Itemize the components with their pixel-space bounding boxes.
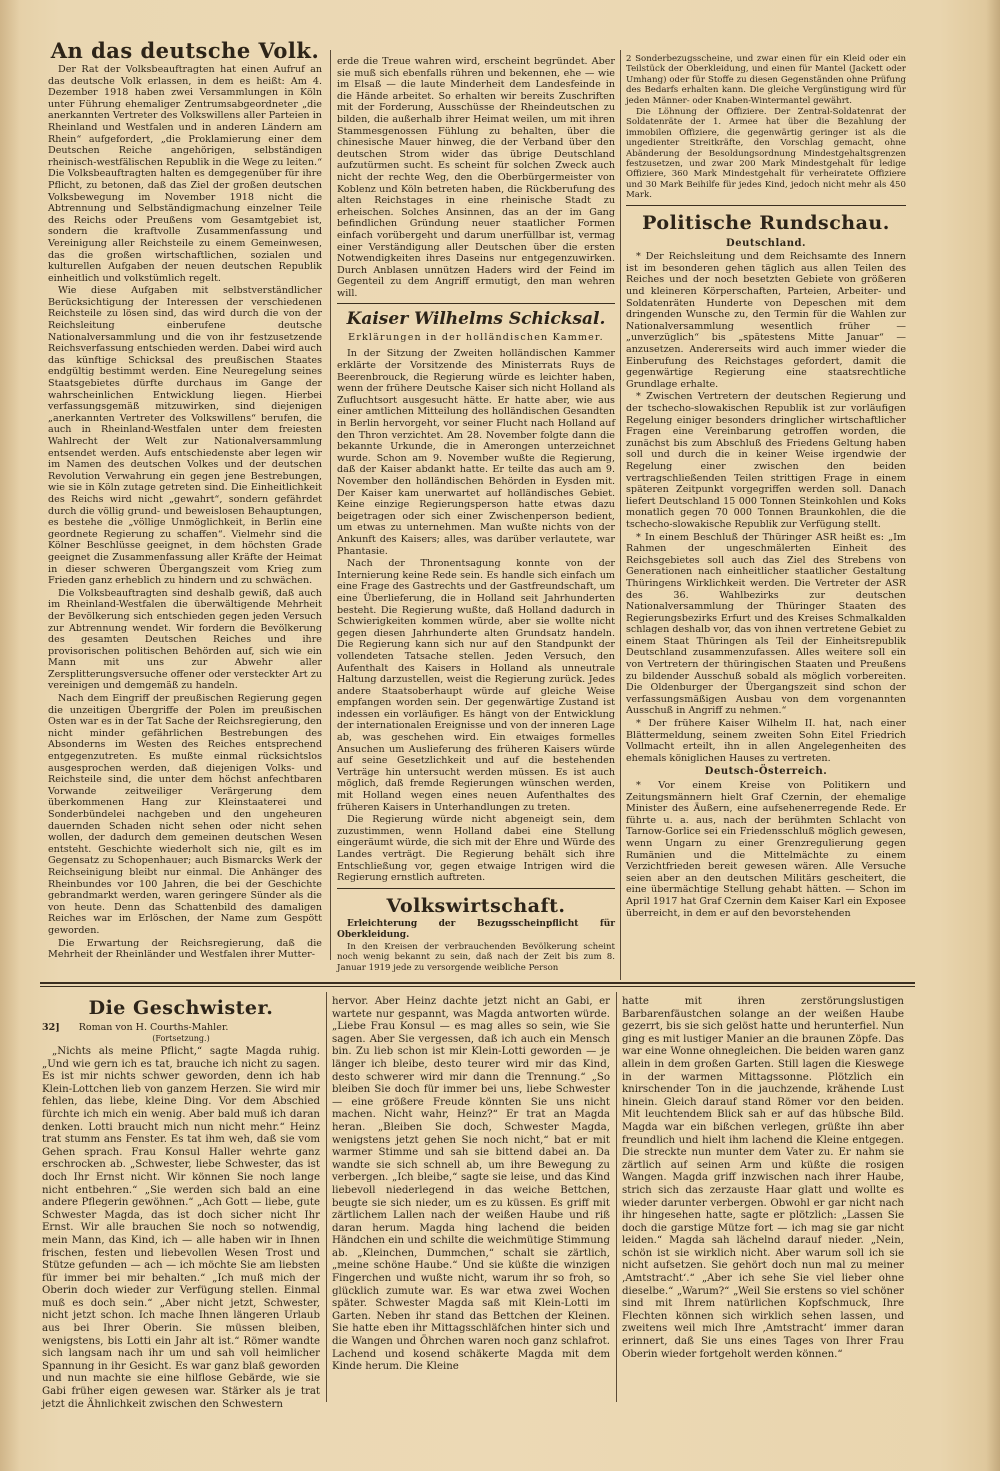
article-title-an-das-deutsche-volk: An das deutsche Volk. <box>50 38 320 63</box>
paragraph: Wie diese Aufgaben mit selbstverständlicher Berücksichtigung der Interessen der verschiedenen Reichsteile zu lösen sind, das wird durch die von der Reichsleitung einberufene deutsche Nationalversammlung und die von ihr festzusetzende Reichsverfassung entschieden werden. Dabei wird auch das künftige Schicksal des preußischen Staates endgültig bestimmt werden. Eine Neuregelung seines Staatsgebietes dürfte durchaus im Gange der wahrscheinlichen Entwicklung liegen. Hierbei verfassungsgemäß mitzuwirken, sind diejenigen „anerkannten Vertreter des Volkswillens“ berufen, die auch in Rheinland-Westfalen unter dem freiesten Wahlrecht der Welt zur Nationalversammlung entsendet werden. Aufs entschiedenste aber legen wir im Namen des deutschen Volkes und der deutschen Revolution Verwahrung ein gegen jene Bestrebungen, wie sie in Köln zutage getreten sind. Die Einheitlichkeit des Reichs wird nicht „gewahrt“, sondern gefährdet durch die völlig grund- und beweislosen Behauptungen, es bestehe die „völlige Unmöglichkeit, in Berlin eine geordnete Regierung zu schaffen“. Vielmehr sind die Kölner Beschlüsse geeignet, in dem höchsten Grade geeignet die Zusammenfassung aller Kräfte der Heimat in dieser schweren Übergangszeit vom Krieg zum Frieden ganz erheblich zu hindern und zu schwächen. <box>48 285 322 587</box>
feuilleton-byline-row <box>42 1022 320 1043</box>
article-title-politische-rundschau: Politische Rundschau. <box>642 211 890 234</box>
column-3 <box>626 54 906 980</box>
paragraph: * Der frühere Kaiser Wilhelm II. hat, nach einer Blättermeldung, seinem zweiten Sohn Eitel Friedrich Vollmacht erteilt, ihn in allen Angelegenheiten des ehemals königlichen Hauses zu vertreten. <box>626 718 906 764</box>
article-title-kaiser-wilhelms-schicksal: Kaiser Wilhelms Schicksal. <box>346 309 606 330</box>
paragraph: Nach dem Eingriff der preußischen Regierung gegen die unzeitigen Übergriffe der Polen im preußischen Osten war es in der Tat Sache der Reichsregierung, den nicht minder gefährlichen Bestrebungen des Absonderns im Westen des Reiches entsprechend entgegenzutreten. Es mußte einmal rücksichtslos ausgesprochen werden, daß diejenigen Volks- und Reichsteile sind, die unter dem höchst anfechtbaren Vorwande zeitweiliger Verärgerung dem überkommenen Hang zur Kleinstaaterei und Sonderbündelei nachgeben und den ungeheuren dauernden Schaden nicht sehen oder nicht sehen wollen, der dadurch dem gemeinen deutschen Wesen entsteht. Geschichte wiederholt sich nie, gilt es im Gegensatz zu Schopenhauer; auch Bismarcks Werk der Reichseinigung bleibt nur einmal. Die Anhänger des Rheinbundes vor 100 Jahren, die bei der Geschichte gebrandmarkt werden, waren geringere Sünder als die von heute. Denn das Schattenbild des damaligen Reiches war im Erlöschen, der Name zum Gespött geworden. <box>48 693 322 936</box>
paragraph: hervor. Aber Heinz dachte jetzt nicht an Gabi, er wartete nur gespannt, was Magda antworten würde. „Liebe Frau Konsul — es mag alles so sein, wie Sie sagen. Aber Sie vergessen, daß ich auch ein Mensch bin. Zu lieb schon ist mir Klein-Lotti geworden — je länger ich bleibe, desto teurer wird mir das Kind, desto schwerer wird mir dann die Trennung.“ „So bleiben Sie doch für immer bei uns, liebe Schwester — eine größere Freude könnten Sie uns nicht machen. Nicht wahr, Heinz?“ Er trat an Magda heran. „Bleiben Sie doch, Schwester Magda, wenigstens jetzt gehen Sie noch nicht,“ bat er mit warmer Stimme und sah sie bittend dabei an. Da wandte sie sich schnell ab, um ihre Bewegung zu verbergen. „Ich bleibe,“ sagte sie leise, und das Kind liebevoll niederlegend in das weiche Bettchen, beugte sie sich nieder, um es zu küssen. Es griff mit zärtlichem Lallen nach der weißen Haube und riß daran herum. Magda hing lachend die beiden Händchen ein und schilte die weichmütige Stimmung ab. „Kleinchen, Dummchen,“ schalt sie zärtlich, „meine schöne Haube.“ Und sie küßte die winzigen Fingerchen und wußte nicht, warum ihr so froh, so glücklich zumute war. Es war etwa zwei Wochen später. Schwester Magda saß mit Klein-Lotti im Garten. Neben ihr stand das Bettchen der Kleinen. Sie hatte eben ihr Mittagsschläfchen hinter sich und die Wangen und Öhrchen waren noch ganz schlafrot. Lachend und kosend schäkerte Magda mit dem Kinde herum. Die Kleine <box>332 996 610 1373</box>
paragraph: „Nichts als meine Pflicht,“ sagte Magda ruhig. „Und wie gern ich es tat, brauche ich nicht zu sagen. Es ist mir nichts schwer geworden, denn ich hab Klein-Lottchen lieb von ganzem Herzen. Sie wird mir fehlen, das liebe, kleine Ding. Vor dem Abschied fürchte ich mich ein wenig. Aber bald muß ich daran denken. Lotti braucht mich nun nicht mehr.“ Heinz trat stumm ans Fenster. Es tat ihm weh, daß sie vom Gehen sprach. Frau Konsul Haller wehrte ganz erschrocken ab. „Schwester, liebe Schwester, das ist doch Ihr Ernst nicht. Wir können Sie noch lange nicht entbehren.“ „Sie werden sich bald an eine andere Pflegerin gewöhnen.“ „Ach Gott — liebe, gute Schwester Magda, das ist doch sicher nicht Ihr Ernst. Wir alle brauchen Sie noch so notwendig, mein Mann, das Kind, ich — alle haben wir in Ihnen frischen, festen und liebevollen Wesen Trost und Stütze gefunden — ach — ich möchte Sie am liebsten für immer bei mir behalten.“ „Ich muß mich der Oberin doch wieder zur Verfügung stellen. Einmal muß es doch sein.“ „Aber nicht jetzt, Schwester, nicht jetzt schon. Ich mache Ihnen längeren Urlaub aus bei Ihrer Oberin. Sie müssen bleiben, wenigstens, bis Lotti ein Jahr alt ist.“ Römer wandte sich langsam nach ihr um und sah voll heimlicher Spannung in ihr Gesicht. Es war ganz blaß geworden und nun machte sie eine hilflose Gebärde, wie sie Gabi früher eigen gewesen war. Stärker als je trat jetzt die Ähnlichkeit zwischen den Schwestern <box>42 1046 320 1410</box>
article-subtitle: Erleichterung der Bezugsscheinpflicht für Oberkleidung. <box>337 918 615 940</box>
feuilleton-divider <box>40 982 915 984</box>
feuilleton-title: Die Geschwister. <box>88 997 274 1019</box>
column-rule-1 <box>330 50 331 960</box>
paragraph: Die Erwartung der Reichsregierung, daß die Mehrheit der Rheinländer und Westfalen ihrer Mutter- <box>48 937 322 961</box>
article-subtitle: Erklärungen in der holländischen Kammer. <box>348 332 604 344</box>
paragraph: Die Regierung würde nicht abgeneigt sein, dem zuzustimmen, wenn Holland dabei eine Stellung eingeräumt würde, die sich mit der Ehre und Würde des Landes verträgt. Die Regierung behält sich ihre Entschließung vor, gegen etwaige Intrigen wird die Regierung ernstlich auftreten. <box>337 814 615 884</box>
column-1 <box>48 38 322 968</box>
feuilleton-column-1 <box>42 996 320 1410</box>
column-rule-2 <box>620 50 621 980</box>
paragraph: * Vor einem Kreise von Politikern und Zeitungsmännern hielt Graf Czernin, der ehemalige Minister des Äußern, eine aufsehenerregende Rede. Er führte u. a. aus, nach der berühmten Schlacht von Tarnow-Gorlice sei ein Friedensschluß möglich gewesen, wenn Ungarn zu einer Grenzregulierung gegen Rumänien und die Mittelmächte zu einem Verzichtfrieden bereit gewesen wären. Alle Versuche seien aber an den deutschen Militärs gescheitert, die eine übermächtige Stellung gehabt hätten. — Schon im April 1917 hat Graf Czernin dem Kaiser Karl ein Exposee überreicht, in dem er auf den bevorstehenden <box>626 780 906 919</box>
feuilleton-byline: Roman von H. Courths-Mahler. <box>78 1022 229 1033</box>
separator-rule <box>337 303 615 304</box>
page-fold-shadow <box>0 0 20 1471</box>
installment-number: 32] <box>42 1022 60 1033</box>
paragraph: * Der Reichsleitung und dem Reichsamte des Innern ist im besonderen gehen täglich aus allen Teilen des Reiches und der noch besetzten Gebiete von größeren und kleineren Körperschaften, Parteien, Arbeiter- und Soldatenräten Hunderte von Depeschen mit dem dringenden Wunsche zu, den Termin für die Wahlen zur Nationalversammlung wesentlich früher — „unverzüglich“ bis „spätestens Mitte Januar“ — anzusetzen. Andererseits wird auch immer wieder die Einberufung des Reichstages gefordert, damit die gegenwärtige Regierung eine staatsrechtliche Grundlage erhalte. <box>626 251 906 390</box>
page-edge-shadow <box>986 0 1000 1471</box>
paragraph: * In einem Beschluß der Thüringer ASR heißt es: „Im Rahmen der ungeschmälerten Einheit des Reichsgebietes soll auch das Ziel des Strebens von Generationen nach einheitlicher staatlicher Gestaltung Thüringens Wirklichkeit werden. Die Vertreter der ASR des 36. Wahlbezirks zur deutschen Nationalversammlung der Thüringer Staaten des Regierungsbezirks Erfurt und des Kreises Schmalkalden schlagen deshalb vor, das von ihnen vertretene Gebiet zu einem Staat Thüringen als Teil der Einheitsrepublik Deutschland zusammenzufassen. Alles weitere soll ein von Vertretern der thüringischen Staaten und Preußens zu bildender Ausschuß sobald als möglich vorbereiten. Die Oldenburger der Übergangszeit sind schon der verfassungsmäßigen Ausbau von dem vorgenannten Ausschuß in Angriff zu nehmen.“ <box>626 531 906 717</box>
paragraph: In der Sitzung der Zweiten holländischen Kammer erklärte der Vorsitzende des Ministerrats Ruys de Beerenbrouck, die Regierung würde es leichter haben, wenn der frühere Deutsche Kaiser sich nicht Holland als Zufluchtsort ausgesucht hätte. Er hatte aber, wie aus einer amtlichen Mitteilung des holländischen Gesandten in Berlin hervorgeht, vor seiner Flucht nach Holland auf den Thron verzichtet. Am 28. November folgte dann die bekannte Urkunde, die in Amerongen unterzeichnet wurde. Schon am 9. November wußte die Regierung, daß der Kaiser abdankt hatte. Er teilte das auch am 9. November den holländischen Behörden in Eysden mit. Der Kaiser kam unerwartet auf holländisches Gebiet. Keine einzige Regierungsperson hatte etwas dazu beigetragen oder sich einer Zwischenperson bedient, um etwas zu unternehmen. Man wußte nichts von der Ankunft des Kaisers; alles, was darüber verlautete, war Phantasie. <box>337 348 615 557</box>
section-heading-deutschland: Deutschland. <box>726 237 806 249</box>
feuilleton-column-2 <box>332 996 610 1402</box>
paragraph: Die Löhnung der Offiziere. Der Zentral-Soldatenrat der Soldatenräte der 1. Armee hat über die Bezahlung der immobilen Offiziere, die gegenwärtig geringer ist als die ungedienter Streitkräfte, den Vorschlag gemacht, ohne Abänderung der Besoldungsordnung Mindestgehaltsgrenzen festzusetzen, und zwar 200 Mark Mindestgehalt für ledige Offiziere, 360 Mark Mindestgehalt für verheiratete Offiziere und 30 Mark Beihilfe für jedes Kind, jedoch nicht mehr als 450 Mark. <box>626 107 906 201</box>
paragraph: 2 Sonderbezugsscheine, und zwar einen für ein Kleid oder ein Teilstück der Oberkleidung, und einen für Mantel (Jackett oder Umhang) oder für Stoffe zu diesen Gegenständen ohne Prüfung des Bedarfs erhalten kann. Die gleiche Vergünstigung wird für jeden Männer- oder Knaben-Wintermantel gewährt. <box>626 54 906 106</box>
paragraph: Der Rat der Volksbeauftragten hat einen Aufruf an das deutsche Volk erlassen, in dem es heißt: Am 4. Dezember 1918 haben zwei Versammlungen in Köln unter Führung ehemaliger Zentrumsabgeordneter „die anerkannten Vertreter des Volkswillens aller Parteien in Rheinland und Westfalen und in anderen Ländern am Rhein“ aufgefordert, „die Proklamierung einer dem Deutschen Reiche angehörigen, selbständigen rheinisch-westfälischen Republik in die Wege zu leiten.“ Die Volksbeauftragten halten es demgegenüber für ihre Pflicht, zu betonen, daß das Ziel der großen deutschen Volksbewegung im November 1918 nicht die Abtrennung und Selbständigmachung einzelner Teile des Reichs oder Preußens vom Gesamtgebiet ist, sondern die kraftvolle Zusammenfassung und Vereinigung aller Reichsteile zu einem Gemeinwesen, das die großen wirtschaftlichen, sozialen und kulturellen Aufgaben der neuen deutschen Republik einheitlich und volkstümlich regelt. <box>48 64 322 284</box>
section-heading-deutsch-oesterreich: Deutsch-Österreich. <box>704 766 828 778</box>
paragraph: Die Volksbeauftragten sind deshalb gewiß, daß auch im Rheinland-Westfalen die überwältigende Mehrheit der Bevölkerung sich entschieden gegen jeden Versuch zur Abtrennung wendet. Wir fordern die Bevölkerung des gesamten Deutschen Reiches und ihre provisorischen politischen Behörden auf, sich wie ein Mann mit uns zur Abwehr aller Zersplitterungsversuche offener oder versteckter Art zu vereinigen und demgemäß zu handeln. <box>48 587 322 692</box>
column-2 <box>337 56 615 973</box>
separator-rule <box>626 205 906 206</box>
paragraph: In den Kreisen der verbrauchenden Bevölkerung scheint noch wenig bekannt zu sein, daß nach der Zeit bis zum 8. Januar 1919 jede zu versorgende weibliche Person <box>337 941 615 973</box>
article-title-volkswirtschaft: Volkswirtschaft. <box>386 894 566 917</box>
paragraph: hatte mit ihren zerstörungslustigen Barbarenfäustchen solange an der weißen Haube gezerrt, bis sie sich gelöst hatte und herunterfiel. Nun ging es mit lustiger Manier an die braunen Zöpfe. Das war eine Wonne ohnegleichen. Die beiden waren ganz allein in dem großen Garten. Still lagen die Kieswege in der warmen Mittagssonne. Plötzlich ein knirschender Ton in die jauchzende, krähende Lust hinein. Gleich darauf stand Römer vor den beiden. Mit leuchtendem Blick sah er auf das hübsche Bild. Magda war ein bißchen verlegen, grüßte ihn aber freundlich und hielt ihm lachend die Kleine entgegen. Die streckte nun munter dem Vater zu. Er nahm sie zärtlich auf seinen Arm und küßte die rosigen Wangen. Magda griff inzwischen nach ihrer Haube, strich sich das zerzauste Haar glatt und wollte es wieder darunter verbergen. Obwohl er gar nicht nach ihr hingesehen hatte, sagte er plötzlich: „Lassen Sie doch die garstige Mütze fort — ich mag sie gar nicht leiden.“ Magda sah lächelnd darauf nieder. „Nein, schön ist sie wirklich nicht. Aber warum soll ich sie nicht aufsetzen. Sie gehört doch nun mal zu meiner ‚Amtstracht‘.“ „Aber ich sehe Sie viel lieber ohne dieselbe.“ „Warum?“ „Weil Sie erstens so viel schöner sind mit Ihrem natürlichen Kopfschmuck, Ihre Flechten können sich wirklich sehen lassen, und zweitens weil mich Ihre ‚Amtstracht‘ immer daran erinnert, daß Sie uns eines Tages von Ihrer Frau Oberin wieder fortgeholt werden können.“ <box>622 996 904 1360</box>
paragraph: erde die Treue wahren wird, erscheint begründet. Aber sie muß sich ebenfalls rühren und bekennen, ehe — wie im Elsaß — die laute Minderheit dem Landesfeinde in die Hände arbeitet. So erhalten wir bereits Zuschriften mit der Forderung, Ausschüsse der Rheindeutschen zu bilden, die außerhalb ihrer Heimat weilen, um mit ihren Stammesgenossen Fühlung zu behalten, über die chinesische Mauer hinweg, die der Verband über den deutschen Strom wider das übrige Deutschland aufzutürmen sucht. Es scheint für solchen Zweck auch nicht der rechte Weg, den die Oberbürgermeister von Koblenz und Köln betreten haben, die Rückberufung des alten Reichstages in eine rheinische Stadt zu erheischen. Solches Ansinnen, das an der im Gang befindlichen Gründung neuer staatlicher Formen einfach vorübergeht und darum unerfüllbar ist, vermag einer Verständigung aller Deutschen über die ersten Notwendigkeiten ihres Daseins nur entgegenzuwirken. Durch Anblasen unnützen Haders wird der Feind im Gegenteil zu dem Angriff ermutigt, den man wehren will. <box>337 56 615 299</box>
separator-rule <box>337 888 615 889</box>
paragraph: Nach der Thronentsagung konnte von der Internierung keine Rede sein. Es handle sich einfach um eine Frage des Gastrechts und der Gastfreundschaft, um eine Überlieferung, die in Holland seit Jahrhunderten besteht. Die Regierung wußte, daß Holland dadurch in Schwierigkeiten kommen würde, aber sie wollte nicht gegen diesen Jahrhunderte alten Grundsatz handeln. Die Regierung kann sich nur auf den Standpunkt der vollendeten Tatsache stellen. Jeden Versuch, den Aufenthalt des Kaisers in Holland als unneutrale Haltung darzustellen, weist die Regierung zurück. Jedes andere Staatsoberhaupt würde auf gleiche Weise empfangen worden sein. Der gegenwärtige Zustand ist indessen ein vorläufiger. Es hängt von der Entwicklung der internationalen Ereignisse und von der inneren Lage ab, was geschehen wird. Ein etwaiges formelles Ansuchen um Auslieferung des früheren Kaisers würde auf seine Gesetzlichkeit und auf die bestehenden Verträge hin untersucht werden müssen. Es ist auch möglich, daß fremde Regierungen wünschen werden, mit Holland wegen eines neuen Aufenthaltes des früheren Kaisers in Unterhandlungen zu treten. <box>337 558 615 813</box>
feuilleton-column-rule-2 <box>616 992 617 1402</box>
feuilleton-column-3 <box>622 996 904 1402</box>
feuilleton-divider-thin <box>40 986 915 987</box>
paragraph: * Zwischen Vertretern der deutschen Regierung und der tschecho-slowakischen Republik ist zur vorläufigen Regelung einiger besonders dringlicher wirtschaftlicher Fragen eine Vereinbarung getroffen worden, die zunächst bis zum Abschluß des Friedens Geltung haben soll und durch die in keiner Weise irgendwie der Regelung einer zwischen den beiden vertragschließenden Teilen strittigen Frage in einem späteren Zeitpunkt vorgegriffen werden soll. Danach liefert Deutschland 15 000 Tonnen Steinkohlen und Koks monatlich gegen 70 000 Tonnen Braunkohlen, die die tschecho-slowakische Republik zur Verfügung stellt. <box>626 391 906 530</box>
feuilleton-column-rule-1 <box>326 992 327 1402</box>
feuilleton-note: (Fortsetzung.) <box>152 1034 210 1043</box>
